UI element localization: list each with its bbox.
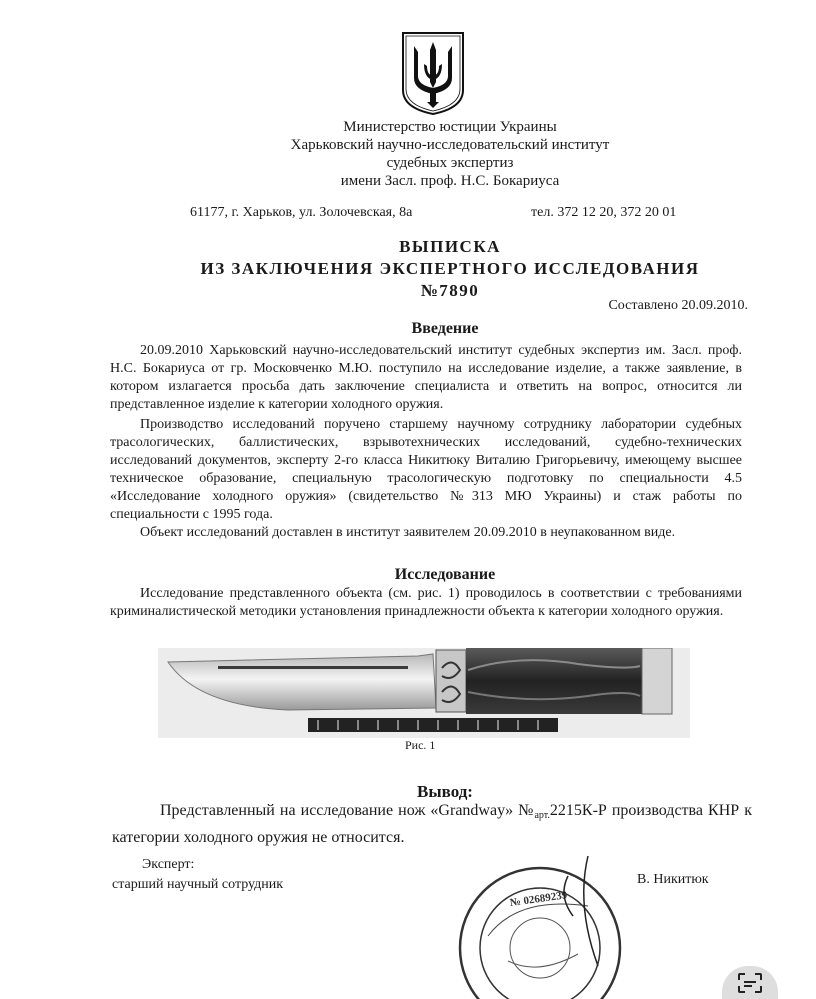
title-line-1: ВЫПИСКА — [399, 237, 501, 256]
intro-paragraph-1: 20.09.2010 Харьковский научно-исследовательский институт судебных экспертиз им. Засл. проф. Н.С. Бокариуса от гр. Московченко М.Ю. поступило на исследование изделие, а также заявление, в котором излагается просьба дать заключение специалиста и ответить на вопрос, относится ли представленное изделие к категории холодного оружия. — [110, 343, 742, 412]
copy-text-button[interactable] — [722, 966, 778, 999]
conclusion-heading: Вывод: — [417, 782, 473, 801]
article-subscript: арт. — [534, 810, 550, 821]
figure-caption: Рис. 1 — [405, 738, 436, 752]
conclusion-text-before: Представленный на исследование нож «Grandway» № — [160, 802, 535, 819]
research-heading: Исследование — [394, 566, 496, 583]
ministry-line: Министерство юстиции Украины — [343, 119, 557, 135]
expert-name: В. Никитюк — [637, 872, 709, 887]
document-title — [150, 236, 750, 302]
ministry-header — [150, 118, 750, 190]
ministry-line: судебных экспертиз — [386, 155, 514, 171]
ministry-line: имени Засл. проф. Н.С. Бокариуса — [340, 173, 560, 189]
copy-text-icon — [737, 972, 763, 994]
institute-address: 61177, г. Харьков, ул. Золочевская, 8а — [190, 205, 413, 220]
intro-paragraph-2: Производство исследований поручено старшему научному сотруднику лаборатории судебных трасологических, баллистических, взрывотехнических исследований, судебно-технических исследований документов, эксперту 2-го класса Никитюку Виталию Григорьевичу, имеющему высшее техническое образование, специальную трасологическую подготовку по специальности 4.5 «Исследование холодного оружия» (свидетельство №313 МЮ Украины) и стаж работы по специальности с 1995 года. — [110, 417, 742, 522]
institute-phone: тел. 372 12 20, 372 20 01 — [531, 205, 677, 220]
document-number: №7890 — [420, 281, 480, 300]
conclusion-text-after: 2215К-Р производства КНР к категории холодного оружия не относится. — [112, 802, 752, 846]
research-paragraph: Исследование представленного объекта (см. рис. 1) проводилось в соответствии с требованиями криминалистической методики установления принадлежности объекта к категории холодного оружия. — [110, 586, 742, 619]
intro-heading: Введение — [411, 320, 479, 337]
conclusion-text — [112, 800, 752, 849]
seal-number: № 02689239 — [509, 889, 568, 910]
trident-coat-of-arms-icon — [400, 30, 466, 116]
knife-photo — [158, 648, 690, 738]
ministry-line: Харьковский научно-исследовательский институт — [290, 137, 610, 153]
title-line-2: ИЗ ЗАКЛЮЧЕНИЯ ЭКСПЕРТНОГО ИССЛЕДОВАНИЯ — [200, 259, 700, 278]
compiled-date: Составлено 20.09.2010. — [608, 298, 748, 313]
expert-label: Эксперт: — [142, 857, 195, 872]
intro-paragraph-3: Объект исследований доставлен в институт заявителем 20.09.2010 в неупакованном виде. — [140, 525, 676, 540]
official-seal-icon — [448, 836, 626, 999]
expert-role: старший научный сотрудник — [112, 877, 284, 892]
